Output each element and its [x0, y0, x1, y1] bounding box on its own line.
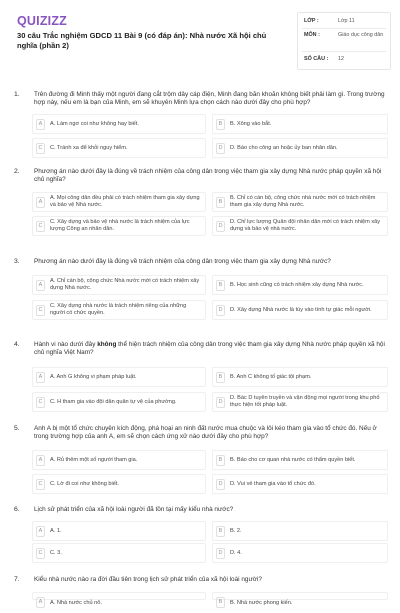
option-text: C. 3. [50, 549, 62, 556]
option-letter: A [36, 372, 45, 383]
option-letter: D [216, 221, 225, 232]
worksheet-title: 30 câu Trắc nghiệm GDCD 11 Bài 9 (có đáp án): Nhà nước Xã hội chủ nghĩa (phần 2) [17, 31, 267, 50]
option-letter: C [36, 479, 45, 490]
option-text: B. Chỉ có cán bộ, công chức nhà nước mới có trách nhiệm tham gia xây dựng Nhà nước. [230, 195, 376, 208]
quizizz-logo: QUIZIZZ [17, 14, 68, 28]
option-letter: B [216, 455, 225, 466]
question-text: Phương án nào dưới đây là đúng về trách nhiệm của công dân trong việc tham gia xây dựng Nhà nước pháp quyền xã hội chủ nghĩa? [34, 168, 382, 184]
option-a[interactable] [32, 521, 206, 541]
question-text-part: Hành vi nào dưới đây [34, 341, 98, 348]
option-a[interactable] [32, 592, 206, 606]
option-c[interactable] [32, 474, 206, 494]
worksheet-header [0, 0, 400, 72]
option-a[interactable] [32, 450, 206, 470]
option-text: D. Chỉ lực lượng Quân đội nhân dân mới có trách nhiệm xây dựng và bảo vệ nhà nước. [230, 219, 381, 232]
option-letter: D [216, 305, 225, 316]
option-d[interactable] [212, 474, 388, 494]
option-d[interactable] [212, 138, 388, 158]
question-number: 3. [14, 258, 20, 265]
option-b[interactable] [212, 275, 388, 295]
question-number: 7. [14, 576, 20, 583]
option-letter: A [36, 526, 45, 537]
option-text: B. Học sinh cũng có trách nhiệm xây dựng Nhà nước. [230, 281, 364, 288]
question-text: Trên đường đi Minh thấy một người đang cắt trộm dây cáp điện, Minh đang băn khoăn không biết phải làm gì. Trong trường hợp này, nếu em là bạn của Minh, em sẽ khuyên Minh lựa chọn cách nào dưới đây cho phù hợp? [34, 91, 385, 107]
option-letter: B [216, 372, 225, 383]
option-letter: C [36, 397, 45, 408]
option-b[interactable] [212, 521, 388, 541]
option-letter: B [216, 280, 225, 291]
option-letter: C [36, 143, 45, 154]
option-letter: C [36, 221, 45, 232]
option-b[interactable] [212, 450, 388, 470]
option-c[interactable] [32, 543, 206, 563]
question-text: Kiểu nhà nước nào ra đời đầu tiên trong lịch sử phát triển của xã hội loài người? [34, 576, 262, 583]
option-b[interactable] [212, 192, 388, 212]
info-label-class: LỚP : [304, 18, 319, 24]
option-d[interactable] [212, 216, 388, 236]
option-c[interactable] [32, 138, 206, 158]
option-letter: C [36, 548, 45, 559]
option-text: B. Xông vào bắt. [230, 120, 272, 127]
question-text [34, 341, 386, 357]
option-letter: D [216, 143, 225, 154]
option-text: C. Xây dựng nhà nước là trách nhiệm riêng của những người có chức quyền. [50, 303, 187, 316]
option-text: C. Lờ đi coi như không biết. [50, 480, 119, 487]
option-letter: B [216, 597, 225, 608]
option-d[interactable] [212, 543, 388, 563]
option-c[interactable] [32, 300, 206, 320]
question-number: 6. [14, 506, 20, 513]
option-letter: A [36, 119, 45, 130]
option-letter: C [36, 305, 45, 316]
info-divider [302, 28, 386, 29]
info-value-subject: Giáo dục công dân [338, 32, 384, 38]
option-letter: A [36, 280, 45, 291]
option-b[interactable] [212, 367, 388, 387]
option-text: C. H tham gia vào đội dân quân tự vệ của phường. [50, 398, 177, 405]
option-text: A. Anh G không vi phạm pháp luật. [50, 373, 137, 380]
option-a[interactable] [32, 114, 206, 134]
option-letter: D [216, 548, 225, 559]
info-label-count: SỐ CÂU : [304, 56, 329, 62]
info-label-subject: MÔN : [304, 32, 320, 38]
option-text: A. Rủ thêm một số người tham gia. [50, 456, 138, 463]
option-text: D. Báo cho công an hoặc ủy ban nhân dân. [230, 144, 338, 151]
option-c[interactable] [32, 392, 206, 412]
question-number: 1. [14, 91, 20, 98]
option-text: B. 2. [230, 527, 242, 534]
question-text: Anh A bị một tổ chức chuyên kích động, phá hoại an ninh đất nước mua chuộc và lôi kéo tham gia vào tổ chức đó. Nếu ở trong trường hợp của anh A, em sẽ chọn cách ứng xử nào dưới đây cho phù hợp? [34, 425, 377, 441]
question-number: 5. [14, 425, 20, 432]
option-d[interactable] [212, 392, 388, 412]
option-text: A. Nhà nước chủ nô. [50, 599, 102, 606]
option-d[interactable] [212, 300, 388, 320]
option-letter: A [36, 597, 45, 608]
option-a[interactable] [32, 275, 206, 295]
option-text: A. Mọi công dân đều phải có trách nhiệm tham gia xây dựng và bảo vệ Nhà nước. [50, 195, 200, 208]
option-text: B. Nhà nước phong kiến. [230, 599, 293, 606]
info-value-class: Lớp 11 [338, 18, 355, 24]
option-text: B. Báo cho cơ quan nhà nước có thẩm quyền biết. [230, 456, 356, 463]
option-text: D. Vui vẻ tham gia vào tổ chức đó. [230, 480, 316, 487]
info-box [297, 12, 391, 70]
question-number: 2. [14, 168, 20, 175]
option-text: C. Xây dựng và bảo vệ nhà nước là trách nhiệm của lực lượng Công an nhân dân. [50, 219, 190, 232]
option-letter: B [216, 526, 225, 537]
option-letter: A [36, 197, 45, 208]
info-value-count: 12 [338, 56, 344, 62]
option-a[interactable] [32, 192, 206, 212]
option-letter: D [216, 397, 225, 408]
option-text: D. Bác D tuyên truyền và vận động mọi người trong khu phố thực hiện tốt pháp luật. [230, 395, 380, 408]
option-text: A. Chỉ cán bộ, công chức Nhà nước mới có trách nhiệm xây dựng Nhà nước. [50, 278, 200, 291]
option-text: D. Xây dựng Nhà nước là tùy vào tính tự giác mỗi người. [230, 306, 372, 313]
option-b[interactable] [212, 114, 388, 134]
question-text: Phương án nào dưới đây là đúng về trách nhiệm của công dân trong việc tham gia xây dựng Nhà nước? [34, 258, 331, 265]
option-text: B. Anh C không tố giác tội phạm. [230, 373, 312, 380]
option-a[interactable] [32, 367, 206, 387]
question-emphasis: không [97, 341, 117, 348]
option-letter: D [216, 479, 225, 490]
option-letter: B [216, 119, 225, 130]
option-c[interactable] [32, 216, 206, 236]
option-b[interactable] [212, 592, 388, 606]
question-text: Lịch sử phát triển của xã hội loài người đã tồn tại mấy kiểu nhà nước? [34, 506, 234, 513]
option-letter: B [216, 197, 225, 208]
question-number: 4. [14, 341, 20, 348]
option-text: A. Làm ngơ coi như không hay biết. [50, 120, 139, 127]
option-text: A. 1. [50, 527, 62, 534]
option-text: C. Tránh xa để khỏi nguy hiểm. [50, 144, 128, 151]
question-text-part: thể hiện trách nhiệm của công dân trong việc tham gia xây dựng Nhà nước pháp quyền xã hội chủ nghĩa Việt Nam? [34, 341, 385, 357]
info-divider [302, 51, 386, 52]
option-text: D. 4. [230, 549, 242, 556]
option-letter: A [36, 455, 45, 466]
